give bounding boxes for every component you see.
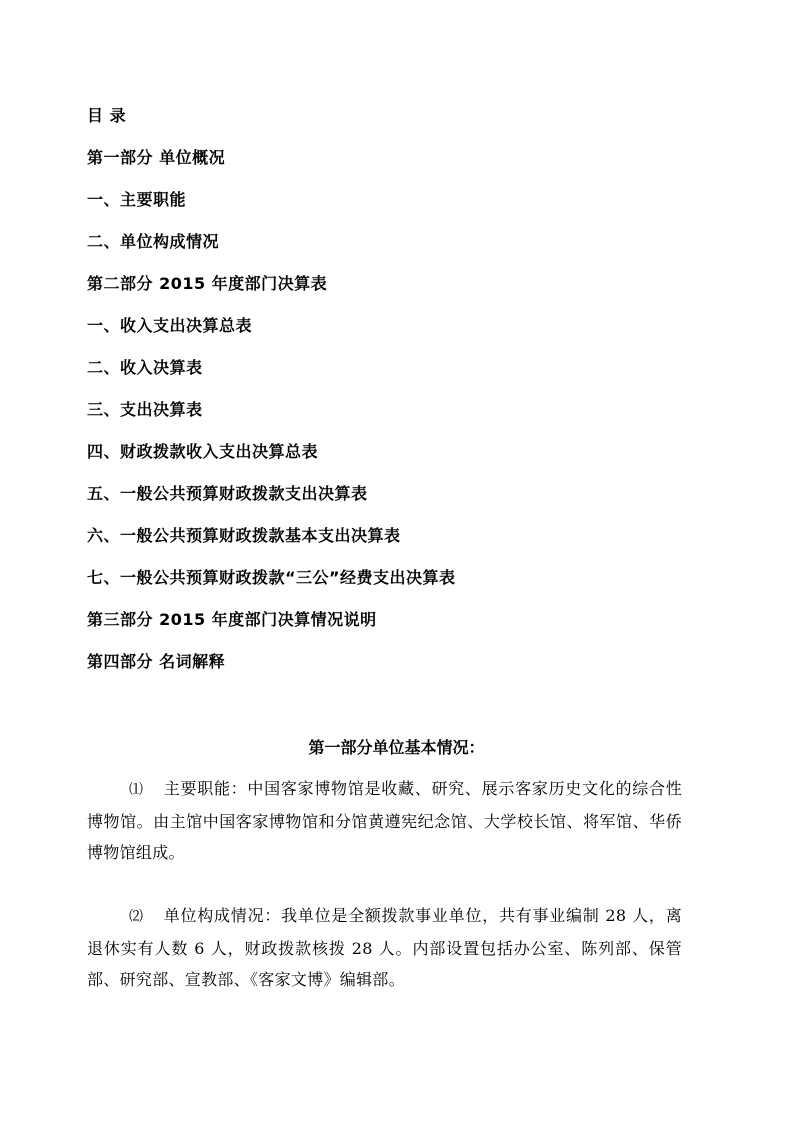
paragraph-unit-composition bbox=[87, 900, 682, 995]
paragraph-marker: ⑵ bbox=[129, 909, 144, 925]
table-of-contents bbox=[87, 104, 727, 692]
toc-item-part-four: 第四部分 名词解释 bbox=[87, 652, 226, 671]
section-title: 第一部分单位基本情况： bbox=[308, 738, 485, 757]
toc-item-part-two: 第二部分 2015 年度部门决算表 bbox=[87, 274, 328, 293]
toc-item-three-public-expense: 七、一般公共预算财政拨款“三公”经费支出决算表 bbox=[87, 568, 456, 587]
toc-item-expense-table: 三、支出决算表 bbox=[87, 400, 203, 419]
toc-heading: 目 录 bbox=[87, 106, 127, 125]
toc-item-fiscal-summary: 四、财政拨款收入支出决算总表 bbox=[87, 442, 319, 461]
paragraph-main-functions bbox=[87, 773, 682, 868]
toc-item-public-budget-expense: 五、一般公共预算财政拨款支出决算表 bbox=[87, 484, 368, 503]
paragraph-text: 单位构成情况：我单位是全额拨款事业单位，共有事业编制 28 人，离退休实有人数 6 人，财政拨款核拨 28 人。内部设置包括办公室、陈列部、保管部、研究部、宣教部、《客家文博》编辑部。 bbox=[87, 906, 682, 989]
toc-item-part-one: 第一部分 单位概况 bbox=[87, 148, 226, 167]
toc-item-unit-composition: 二、单位构成情况 bbox=[87, 232, 220, 251]
toc-item-income-expense-summary: 一、收入支出决算总表 bbox=[87, 316, 253, 335]
toc-item-part-three: 第三部分 2015 年度部门决算情况说明 bbox=[87, 610, 377, 629]
toc-item-public-budget-basic-expense: 六、一般公共预算财政拨款基本支出决算表 bbox=[87, 526, 401, 545]
paragraph-marker: ⑴ bbox=[129, 782, 144, 798]
toc-item-income-table: 二、收入决算表 bbox=[87, 358, 203, 377]
toc-item-main-functions: 一、主要职能 bbox=[87, 190, 187, 209]
paragraph-text: 主要职能：中国客家博物馆是收藏、研究、展示客家历史文化的综合性博物馆。由主馆中国客家博物馆和分馆黄遵宪纪念馆、大学校长馆、将军馆、华侨博物馆组成。 bbox=[87, 779, 682, 862]
